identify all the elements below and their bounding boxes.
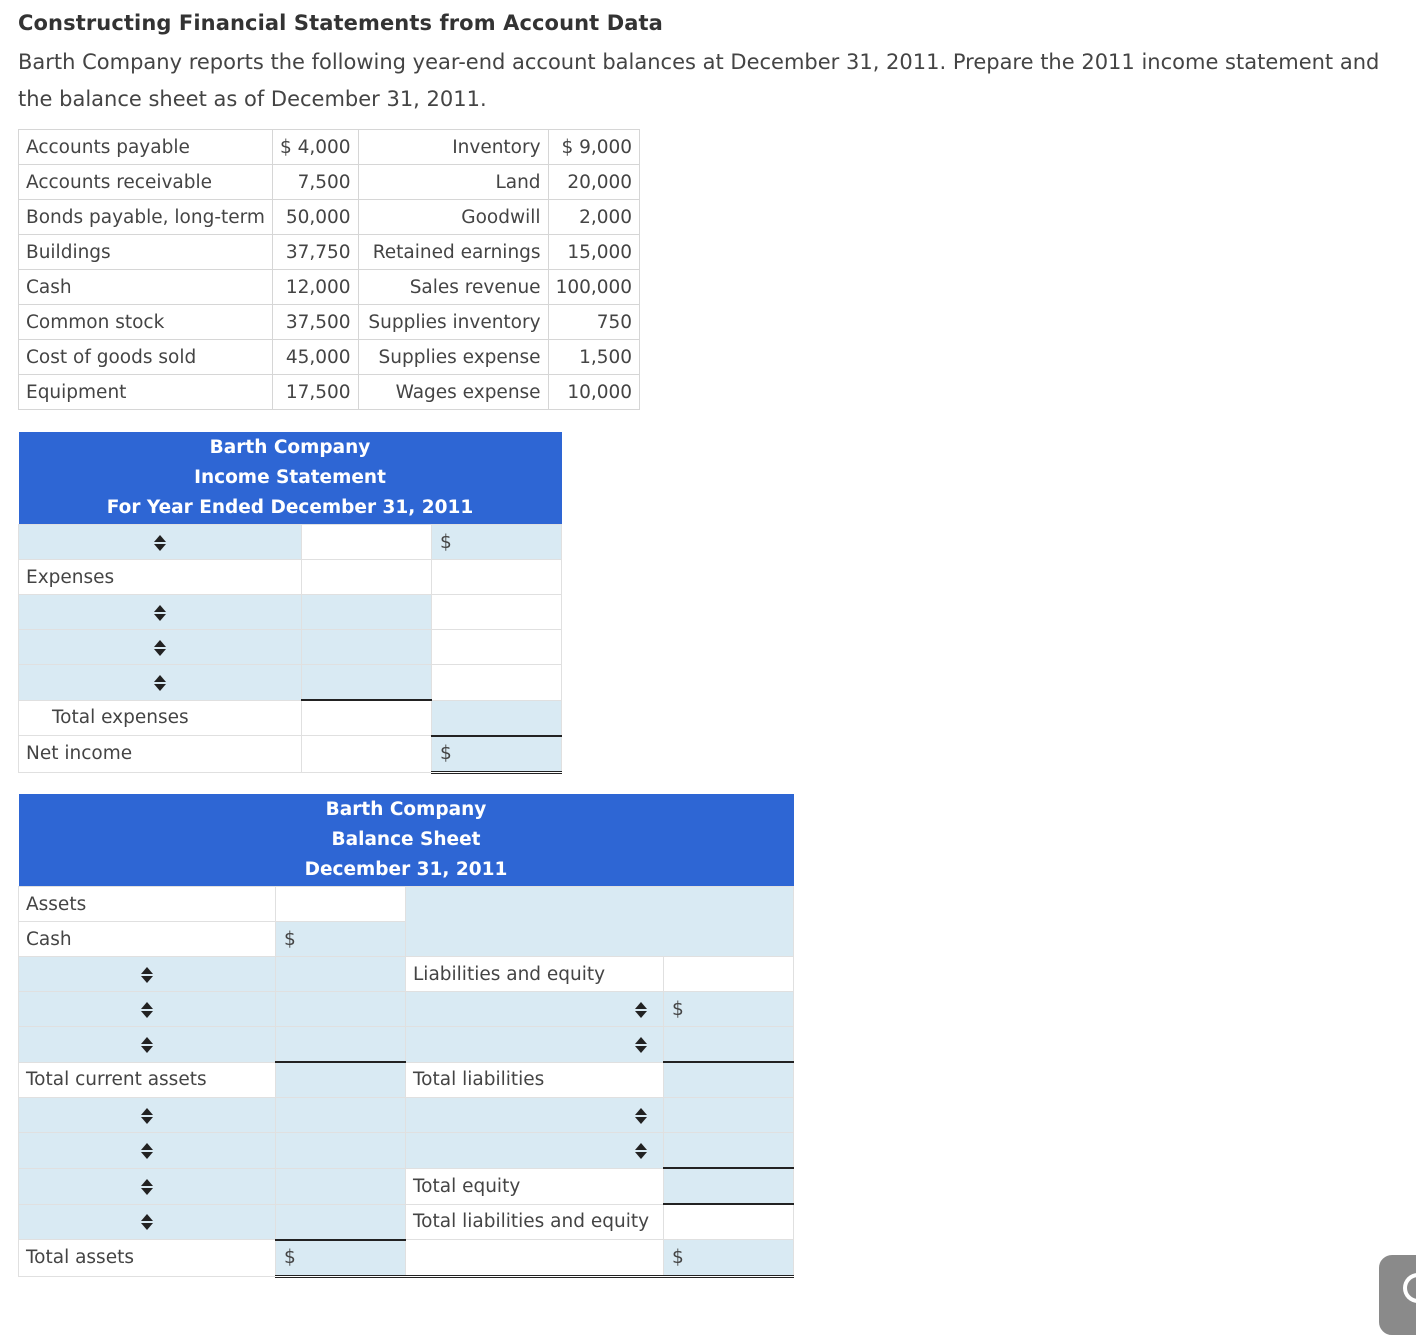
noncurrent-asset-select-3[interactable] xyxy=(19,1168,276,1204)
account-amount-left: 7,500 xyxy=(272,165,358,200)
account-name-right: Retained earnings xyxy=(358,235,548,270)
total-expenses-label: Total expenses xyxy=(19,700,302,736)
income-statement-header xyxy=(19,432,562,525)
account-name-left: Cash xyxy=(19,270,273,305)
select-arrows-icon xyxy=(635,1142,647,1160)
select-arrows-icon xyxy=(141,1001,153,1019)
equity-input-1[interactable] xyxy=(664,1098,794,1133)
total-liabilities-label: Total liabilities xyxy=(406,1062,664,1098)
account-name-right: Supplies expense xyxy=(358,340,548,375)
expense-account-select-1[interactable] xyxy=(19,595,302,630)
expense-amount-input-1[interactable] xyxy=(302,595,432,630)
account-name-right: Wages expense xyxy=(358,375,548,410)
account-amount-right: 1,500 xyxy=(548,340,640,375)
balance-sheet xyxy=(18,794,794,1278)
account-amount-left: 12,000 xyxy=(272,270,358,305)
total-current-assets-label: Total current assets xyxy=(19,1062,276,1098)
account-amount-left: 37,500 xyxy=(272,305,358,340)
currency-symbol: $ xyxy=(440,743,452,764)
account-amount-right: $ 9,000 xyxy=(548,130,640,165)
noncurrent-asset-input-1[interactable] xyxy=(276,1098,406,1133)
total-liabilities-input[interactable] xyxy=(664,1062,794,1098)
equity-input-2[interactable] xyxy=(664,1133,794,1169)
account-amount-right: 20,000 xyxy=(548,165,640,200)
income-period: For Year Ended December 31, 2011 xyxy=(106,497,474,518)
total-equity-input[interactable] xyxy=(664,1168,794,1204)
account-amount-left: 37,750 xyxy=(272,235,358,270)
account-amount-left: $ 4,000 xyxy=(272,130,358,165)
currency-symbol: $ xyxy=(672,998,684,1020)
net-income-label: Net income xyxy=(19,736,302,773)
balance-date: December 31, 2011 xyxy=(304,859,508,880)
income-statement-title: Income Statement xyxy=(194,467,386,488)
current-asset-input-3[interactable] xyxy=(276,1027,406,1063)
select-arrows-icon xyxy=(635,1107,647,1125)
noncurrent-asset-select-2[interactable] xyxy=(19,1133,276,1169)
liability-select-2[interactable] xyxy=(406,1027,664,1063)
account-row xyxy=(19,305,640,340)
expenses-label: Expenses xyxy=(19,560,302,595)
noncurrent-asset-input-3[interactable] xyxy=(276,1168,406,1204)
account-row xyxy=(19,375,640,410)
select-arrows-icon xyxy=(141,966,153,984)
account-name-right: Land xyxy=(358,165,548,200)
liab-equity-label: Liabilities and equity xyxy=(406,957,664,992)
current-asset-select-3[interactable] xyxy=(19,1027,276,1063)
noncurrent-asset-select-1[interactable] xyxy=(19,1098,276,1133)
account-name-left: Accounts payable xyxy=(19,130,273,165)
account-name-right: Supplies inventory xyxy=(358,305,548,340)
select-arrows-icon xyxy=(154,674,166,692)
select-arrows-icon xyxy=(154,639,166,657)
account-name-right: Goodwill xyxy=(358,200,548,235)
account-row xyxy=(19,270,640,305)
account-amount-right: 2,000 xyxy=(548,200,640,235)
revenue-account-select[interactable] xyxy=(19,525,302,560)
account-amount-right: 750 xyxy=(548,305,640,340)
current-asset-input-1[interactable] xyxy=(276,957,406,992)
account-name-left: Buildings xyxy=(19,235,273,270)
net-income-input[interactable] xyxy=(432,736,562,773)
account-amount-left: 45,000 xyxy=(272,340,358,375)
total-liab-equity-input[interactable] xyxy=(664,1240,794,1277)
cash-label: Cash xyxy=(19,922,276,957)
balance-sheet-header xyxy=(19,794,794,887)
account-amount-right: 10,000 xyxy=(548,375,640,410)
page-title: Constructing Financial Statements from Account Data xyxy=(18,11,663,35)
account-amount-right: 100,000 xyxy=(548,270,640,305)
account-amount-right: 15,000 xyxy=(548,235,640,270)
account-row xyxy=(19,235,640,270)
account-name-right: Sales revenue xyxy=(358,270,548,305)
currency-symbol: $ xyxy=(284,1247,296,1268)
total-current-assets-input[interactable] xyxy=(276,1062,406,1098)
noncurrent-asset-input-4[interactable] xyxy=(276,1204,406,1240)
liability-select-1[interactable] xyxy=(406,992,664,1027)
total-assets-input[interactable] xyxy=(276,1240,406,1277)
currency-symbol: $ xyxy=(672,1246,684,1268)
select-arrows-icon xyxy=(141,1178,153,1196)
total-assets-label: Total assets xyxy=(19,1240,276,1277)
account-amount-left: 17,500 xyxy=(272,375,358,410)
account-row xyxy=(19,340,640,375)
select-arrows-icon xyxy=(141,1142,153,1160)
current-asset-input-2[interactable] xyxy=(276,992,406,1027)
total-expenses-input[interactable] xyxy=(432,700,562,736)
account-name-left: Cost of goods sold xyxy=(19,340,273,375)
account-name-left: Accounts receivable xyxy=(19,165,273,200)
expense-account-select-3[interactable] xyxy=(19,665,302,701)
total-liab-equity-label: Total liabilities and equity xyxy=(406,1204,664,1240)
expense-amount-input-3[interactable] xyxy=(302,665,432,701)
revenue-amount-input[interactable] xyxy=(432,525,562,560)
balance-company-name: Barth Company xyxy=(325,799,487,820)
account-name-right: Inventory xyxy=(358,130,548,165)
income-company-name: Barth Company xyxy=(209,437,371,458)
cash-amount-input[interactable] xyxy=(276,922,406,957)
account-name-left: Common stock xyxy=(19,305,273,340)
income-statement xyxy=(18,432,562,774)
problem-intro: Barth Company reports the following year-end account balances at December 31, 2011. Prepare the 2011 income statement and the balance sheet as of December 31, 2011. xyxy=(18,50,1380,111)
select-arrows-icon xyxy=(635,1036,647,1054)
equity-select-1[interactable] xyxy=(406,1098,664,1133)
expense-account-select-2[interactable] xyxy=(19,630,302,665)
currency-symbol: $ xyxy=(284,928,296,950)
select-arrows-icon xyxy=(141,1213,153,1231)
account-row xyxy=(19,200,640,235)
select-arrows-icon xyxy=(154,604,166,622)
account-balances-table xyxy=(18,129,640,410)
feedback-widget-icon[interactable] xyxy=(1376,1252,1416,1338)
assets-label: Assets xyxy=(19,887,276,922)
account-amount-left: 50,000 xyxy=(272,200,358,235)
current-asset-select-1[interactable] xyxy=(19,957,276,992)
balance-sheet-title: Balance Sheet xyxy=(331,829,481,850)
liab-header-area xyxy=(406,887,794,957)
revenue-amount-blank xyxy=(302,525,432,560)
expense-amount-input-2[interactable] xyxy=(302,630,432,665)
liability-input-2[interactable] xyxy=(664,1027,794,1063)
select-arrows-icon xyxy=(141,1107,153,1125)
account-row xyxy=(19,130,640,165)
noncurrent-asset-select-4[interactable] xyxy=(19,1204,276,1240)
total-equity-label: Total equity xyxy=(406,1168,664,1204)
current-asset-select-2[interactable] xyxy=(19,992,276,1027)
total-liab-equity-blank xyxy=(664,1204,794,1240)
total-liab-equity-spacer xyxy=(406,1240,664,1277)
liability-input-1[interactable] xyxy=(664,992,794,1027)
account-name-left: Bonds payable, long-term xyxy=(19,200,273,235)
equity-select-2[interactable] xyxy=(406,1133,664,1169)
select-arrows-icon xyxy=(141,1036,153,1054)
select-arrows-icon xyxy=(635,1001,647,1019)
account-name-left: Equipment xyxy=(19,375,273,410)
currency-symbol: $ xyxy=(440,531,452,553)
account-row xyxy=(19,165,640,200)
select-arrows-icon xyxy=(154,534,166,552)
noncurrent-asset-input-2[interactable] xyxy=(276,1133,406,1169)
